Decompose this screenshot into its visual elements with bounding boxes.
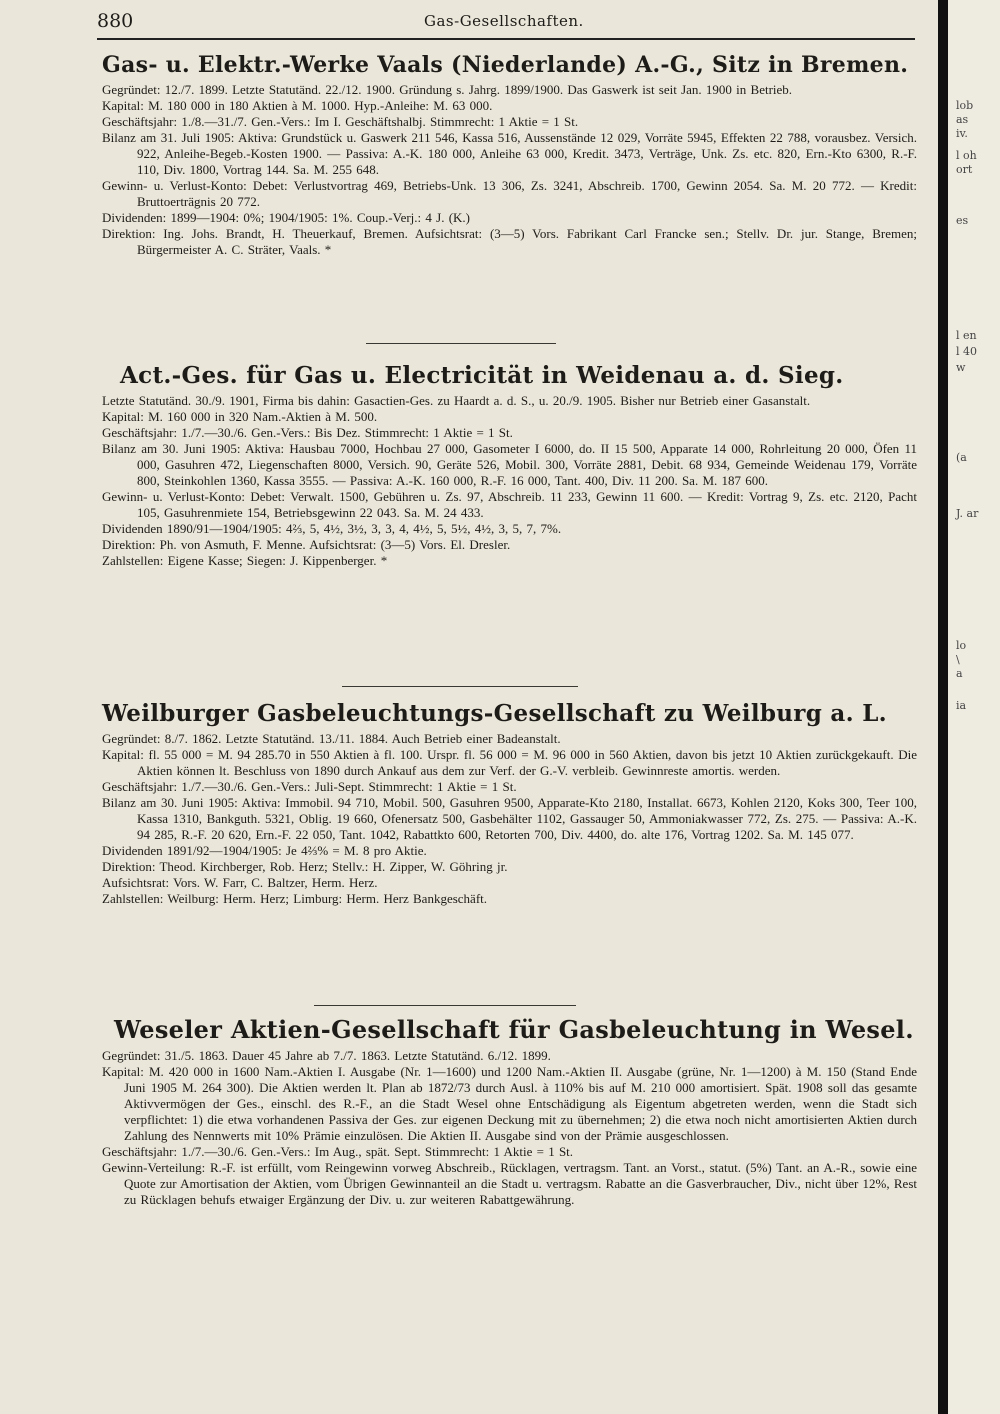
company-entry [102,700,917,907]
adjacent-page-fragment: lob [956,99,974,112]
dividends-paragraph: Dividenden 1891/92—1904/1905: Je 4⅔% = M. 8 pro Aktie. [102,843,427,858]
founding-paragraph: Gegründet: 8./7. 1862. Letzte Statutänd. 13./11. 1884. Auch Betrieb einer Badeanstalt. [102,731,561,746]
founding-paragraph: Gegründet: 12./7. 1899. Letzte Statutänd. 22./12. 1900. Gründung s. Jahrg. 1899/1900. Das Gaswerk ist seit Jan. 1900 in Betrieb. [102,82,793,97]
company-heading: Gas- u. Elektr.-Werke Vaals (Niederlande) A.-G., Sitz in Bremen. [102,52,909,78]
company-entry [102,52,917,258]
fiscal-year-paragraph: Geschäftsjahr: 1./7.—30./6. Gen.-Vers.: Juli-Sept. Stimmrecht: 1 Aktie = 1 St. [102,779,517,794]
adjacent-page-fragment: l 40 [956,345,978,358]
company-heading: Act.-Ges. für Gas u. Electricität in Weidenau a. d. Sieg. [120,362,844,389]
profit-loss-paragraph: Gewinn- u. Verlust-Konto: Debet: Verlustvortrag 469, Betriebs-Unk. 13 306, Zs. 3241, Abschreib. 1700, Gewinn 2054. Sa. M. 20 772. — Kredit: Bruttoerträgnis 20 772. [102,178,917,209]
adjacent-page-fragment: lo [956,639,967,652]
fiscal-year-paragraph: Geschäftsjahr: 1./7.—30./6. Gen.-Vers.: Bis Dez. Stimmrecht: 1 Aktie = 1 St. [102,425,513,440]
adjacent-page-fragment: l en [956,329,977,342]
page-edge-border [938,0,948,1414]
fiscal-year-paragraph: Geschäftsjahr: 1./8.—31./7. Gen.-Vers.: Im I. Geschäftshalbj. Stimmrecht: 1 Aktie = 1 St. [102,114,579,129]
adjacent-page-fragment: as [956,113,969,126]
balance-sheet-paragraph: Bilanz am 31. Juli 1905: Aktiva: Grundstück u. Gaswerk 211 546, Kassa 516, Aussenstände 12 029, Vorräte 5945, Effekten 22 788, vorausbez. Versich. 922, Anleihe-Begeb.-Kosten 1900. — Passiva: A.-K. 180 000, Anleihe 63 000, Kredit. 3473, Verträge, Unk. Zs. etc. 820, Ern.-Kto 6300, R.-F. 110, Div. 1800, Vortrag 144. Sa. M. 255 648. [102,130,917,177]
adjacent-page-fragment: \ [956,653,960,666]
adjacent-page-fragment: es [956,214,969,227]
profit-distribution-paragraph: Gewinn-Verteilung: R.-F. ist erfüllt, vom Reingewinn vorweg Abschreib., Rücklagen, vertragsm. Tant. an Vorst., statut. (5%) Tant. an A.-R., sowie eine Quote zur Amortisation der Aktien, vom Übrigen Gewinnanteil an die Stadt u. vertragsm. Rabatte an die Gasverbraucher, Div., nicht über 12%, Rest zu Rücklagen behufs etwaiger Ergänzung der Div. u. zur weiteren Rabattgewährung. [102,1160,917,1207]
adjacent-page-fragment: l oh [956,149,977,162]
adjacent-page-fragment: iv. [956,127,968,140]
entry-separator [314,1005,576,1006]
entry-separator [342,686,578,687]
capital-paragraph: Kapital: M. 180 000 in 180 Aktien à M. 1000. Hyp.-Anleihe: M. 63 000. [102,98,493,113]
balance-sheet-paragraph: Bilanz am 30. Juni 1905: Aktiva: Hausbau 7000, Hochbau 27 000, Gasometer I 6000, do. II 15 500, Apparate 14 000, Rohrleitung 20 000, Öfen 11 000, Gasuhren 472, Liegenschaften 8000, Versich. 90, Geräte 526, Mobil. 300, Vorräte 2881, Debit. 68 934, Gemeinde Weidenau 179, Vorräte 800, Steinkohlen 1360, Kassa 3555. — Passiva: A.-K. 160 000, R.-F. 16 000, Tant. 400, Div. 11 200. Sa. M. 187 600. [102,441,917,488]
page-number: 880 [97,10,134,32]
adjacent-page-strip [948,0,1000,1414]
company-entry [102,1015,917,1208]
company-heading: Weilburger Gasbeleuchtungs-Gesellschaft zu Weilburg a. L. [102,700,887,727]
header-rule [97,38,915,40]
adjacent-page-fragment: (a [956,451,967,464]
adjacent-page-fragment: J. ar [956,507,979,520]
management-paragraph: Direktion: Theod. Kirchberger, Rob. Herz; Stellv.: H. Zipper, W. Göhring jr. [102,859,508,874]
profit-loss-paragraph: Gewinn- u. Verlust-Konto: Debet: Verwalt. 1500, Gebühren u. Zs. 97, Abschreib. 11 233, Gewinn 11 600. — Kredit: Vortrag 9, Zs. etc. 2120, Pacht 105, Gasuhrenmiete 154, Betriebsgewinn 22 043. Sa. M. 24 433. [102,489,917,520]
entry-separator [366,343,556,344]
paying-agents-paragraph: Zahlstellen: Eigene Kasse; Siegen: J. Kippenberger. * [102,553,388,568]
management-paragraph: Direktion: Ph. von Asmuth, F. Menne. Aufsichtsrat: (3—5) Vors. El. Dresler. [102,537,511,552]
management-paragraph: Direktion: Ing. Johs. Brandt, H. Theuerkauf, Bremen. Aufsichtsrat: (3—5) Vors. Fabrikant Carl Francke sen.; Stellv. Dr. jur. Stange, Bremen; Bürgermeister A. C. Sträter, Vaals. * [102,226,917,257]
capital-paragraph: Kapital: fl. 55 000 = M. 94 285.70 in 550 Aktien à fl. 100. Urspr. fl. 56 000 = M. 96 000 in 560 Aktien, davon bis jetzt 10 Aktien zurückgekauft. Die Aktien können lt. Beschluss von 1890 durch Ankauf aus dem zur Verf. der G.-V. verbleib. Gewinnreste amortis. werden. [102,747,917,778]
dividends-paragraph: Dividenden: 1899—1904: 0%; 1904/1905: 1%. Coup.-Verj.: 4 J. (K.) [102,210,470,225]
balance-sheet-paragraph: Bilanz am 30. Juni 1905: Aktiva: Immobil. 94 710, Mobil. 500, Gasuhren 9500, Apparate-Kto 2180, Installat. 6673, Kohlen 2120, Koks 300, Teer 100, Kassa 1310, Bankguth. 5321, Oblig. 19 660, Ofenersatz 500, Gasbehälter 1102, Gassauger 50, Ammoniakwasser 772, Zs. 275. — Passiva: A.-K. 94 285, R.-F. 20 620, Ern.-F. 22 050, Tant. 1042, Rabattkto 600, Retorten 700, Div. 4400, do. alte 176, Vortrag 1202. Sa. M. 145 077. [102,795,917,842]
company-heading: Weseler Aktien-Gesellschaft für Gasbeleuchtung in Wesel. [114,1015,914,1044]
fiscal-year-paragraph: Geschäftsjahr: 1./7.—30./6. Gen.-Vers.: Im Aug., spät. Sept. Stimmrecht: 1 Aktie = 1 St. [102,1144,574,1159]
statute-paragraph: Letzte Statutänd. 30./9. 1901, Firma bis dahin: Gasactien-Ges. zu Haardt a. d. S., u. 20./9. 1905. Bisher nur Betrieb einer Gasanstalt. [102,393,811,408]
dividends-paragraph: Dividenden 1890/91—1904/1905: 4⅔, 5, 4½, 3½, 3, 3, 4, 4½, 5, 5½, 4½, 3, 5, 7, 7%. [102,521,562,536]
adjacent-page-fragment: a [956,667,963,680]
adjacent-page-fragment: ia [956,699,967,712]
paying-agents-paragraph: Zahlstellen: Weilburg: Herm. Herz; Limburg: Herm. Herz Bankgeschäft. [102,891,488,906]
company-entry [102,362,917,569]
founding-paragraph: Gegründet: 31./5. 1863. Dauer 45 Jahre ab 7./7. 1863. Letzte Statutänd. 6./12. 1899. [102,1048,551,1063]
capital-paragraph: Kapital: M. 160 000 in 320 Nam.-Aktien à M. 500. [102,409,378,424]
capital-paragraph: Kapital: M. 420 000 in 1600 Nam.-Aktien I. Ausgabe (Nr. 1—1600) und 1200 Nam.-Aktien II. Ausgabe (grüne, Nr. 1—1200) à M. 150 (Stand Ende Juni 1905 M. 264 300). Die Aktien werden lt. Plan ab 1872/73 durch Ausl. à 110% bis auf M. 210 000 amortisiert. Spät. 1908 soll das gesamte Aktivvermögen der Ges., einschl. des R.-F., an die Stadt Wesel ohne Entschädigung als Eigentum abgetreten werden, wenn die Stadt sich verpflichtet: 1) die etwa vorhandenen Passiva der Ges. zur eigenen Deckung mit zu übernehmen; 2) die etwa noch nicht amortisierten Aktien durch Zahlung des Nennwerts mit 10% Prämie einzulösen. Die Aktien II. Ausgabe sind von der Prämie ausgeschlossen. [102,1064,917,1143]
running-head: Gas-Gesellschaften. [424,12,584,30]
supervisory-board-paragraph: Aufsichtsrat: Vors. W. Farr, C. Baltzer, Herm. Herz. [102,875,378,890]
adjacent-page-fragment: ort [956,163,973,176]
adjacent-page-fragment: w [956,361,966,374]
